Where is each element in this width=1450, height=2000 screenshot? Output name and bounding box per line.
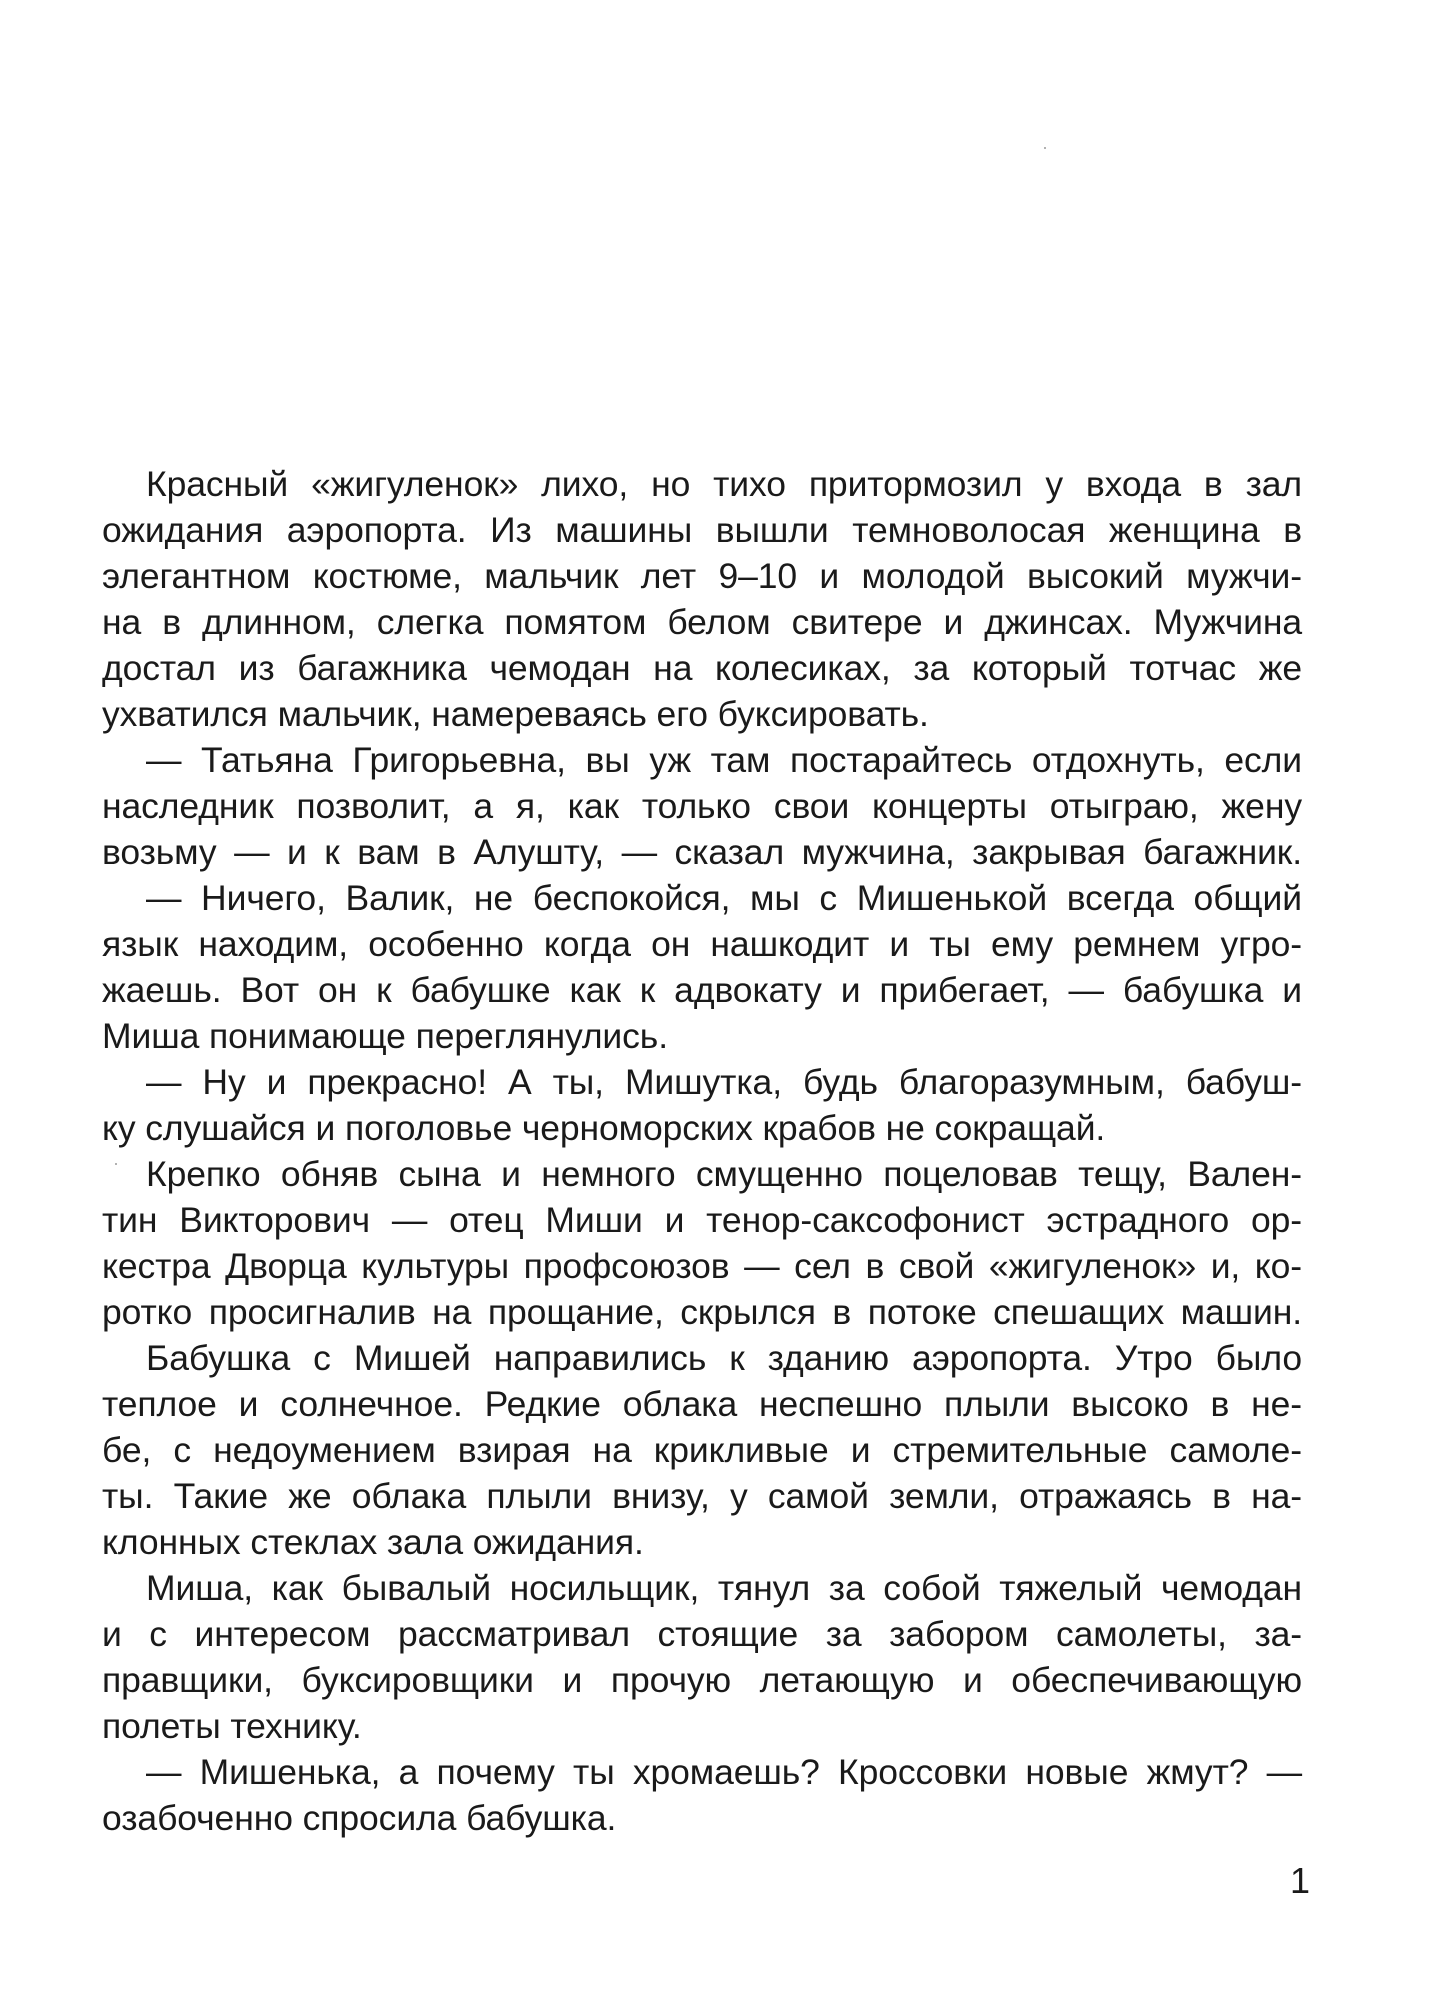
text-line: — Ну и прекрасно! А ты, Мишутка, будь благоразумным, бабуш-: [146, 1062, 1302, 1102]
text-line: наследник позволит, а я, как только свои концерты отыграю, жену: [102, 786, 1302, 826]
text-line: Миша понимающе переглянулись.: [102, 1016, 668, 1056]
text-line: ты. Такие же облака плыли внизу, у самой земли, отражаясь в на-: [102, 1476, 1302, 1516]
text-line: Миша, как бывалый носильщик, тянул за собой тяжелый чемодан: [146, 1568, 1302, 1608]
main-text: [102, 461, 1302, 1841]
text-line: — Мишенька, а почему ты хромаешь? Кроссовки новые жмут? —: [146, 1752, 1302, 1792]
text-line: и с интересом рассматривал стоящие за забором самолеты, за-: [102, 1614, 1302, 1654]
text-line: достал из багажника чемодан на колесиках, за который тотчас же: [102, 648, 1302, 688]
text-line: возьму — и к вам в Алушту, — сказал мужчина, закрывая багажник.: [102, 832, 1302, 872]
text-line: жаешь. Вот он к бабушке как к адвокату и прибегает, — бабушка и: [102, 970, 1302, 1010]
text-line: полеты технику.: [102, 1706, 362, 1746]
text-line: — Татьяна Григорьевна, вы уж там постарайтесь отдохнуть, если: [146, 740, 1302, 780]
text-line: правщики, буксировщики и прочую летающую и обеспечивающую: [102, 1660, 1302, 1700]
text-line: ухватился мальчик, намереваясь его буксировать.: [102, 694, 929, 734]
text-line: Бабушка с Мишей направились к зданию аэропорта. Утро было: [146, 1338, 1302, 1378]
text-line: на в длинном, слегка помятом белом свитере и джинсах. Мужчина: [102, 602, 1302, 642]
scan-speck: [1044, 147, 1046, 149]
text-line: тин Викторович — отец Миши и тенор-саксофонист эстрадного ор-: [102, 1200, 1302, 1240]
text-line: теплое и солнечное. Редкие облака неспешно плыли высоко в не-: [102, 1384, 1302, 1424]
text-line: элегантном костюме, мальчик лет 9–10 и молодой высокий мужчи-: [102, 556, 1302, 596]
text-line: язык находим, особенно когда он нашкодит и ты ему ремнем угро-: [102, 924, 1302, 964]
text-line: клонных стеклах зала ожидания.: [102, 1522, 644, 1562]
page-number: 1: [1290, 1860, 1311, 1901]
text-line: озабоченно спросила бабушка.: [102, 1798, 617, 1838]
text-line: ку слушайся и поголовье черноморских крабов не сокращай.: [102, 1108, 1106, 1148]
text-line: — Ничего, Валик, не беспокойся, мы с Мишенькой всегда общий: [146, 878, 1302, 918]
text-line: Крепко обняв сына и немного смущенно поцеловав тещу, Вален-: [146, 1154, 1302, 1194]
text-line: Красный «жигуленок» лихо, но тихо притормозил у входа в зал: [146, 464, 1302, 504]
text-line: ожидания аэропорта. Из машины вышли темноволосая женщина в: [102, 510, 1302, 550]
text-line: бе, с недоумением взирая на крикливые и стремительные самоле-: [102, 1430, 1302, 1470]
text-line: кестра Дворца культуры профсоюзов — сел в свой «жигуленок» и, ко-: [102, 1246, 1302, 1286]
text-line: ротко просигналив на прощание, скрылся в потоке спешащих машин.: [102, 1292, 1302, 1332]
